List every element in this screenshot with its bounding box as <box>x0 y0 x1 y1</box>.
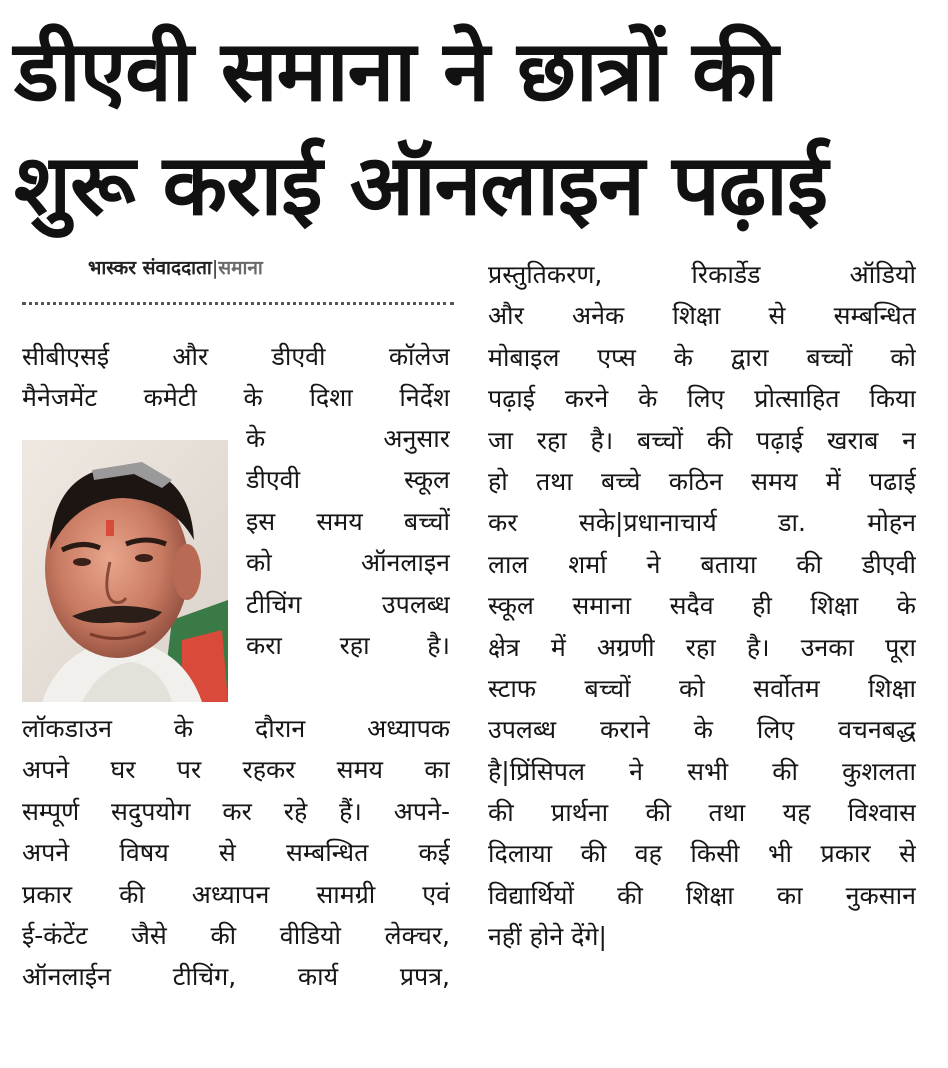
article-line: ऑनलाईन टीचिंग, कार्य प्रपत्र, <box>22 962 450 992</box>
article-line: प्रस्तुतिकरण, रिकार्डेड ऑडियो <box>488 260 916 289</box>
article-line: उपलब्ध कराने के लिए वचनबद्ध <box>488 715 916 745</box>
headline-line-1: डीएवी समाना ने छात्रों की <box>14 22 778 120</box>
article-line: विद्यार्थियों की शिक्षा का नुकसान <box>488 880 916 910</box>
article-line: इस समय बच्चों <box>246 506 450 536</box>
article-line: मोबाइल एप्स के द्वारा बच्चों को <box>488 342 916 372</box>
article-right-column <box>488 254 916 958</box>
article-line: लाल शर्मा ने बताया की डीएवी <box>488 549 916 579</box>
article-line: कर सके|प्रधानाचार्य डा. मोहन <box>488 508 916 538</box>
article-left-top <box>22 336 450 419</box>
article-line: और अनेक शिक्षा से सम्बन्धित <box>488 301 916 331</box>
article-line: स्टाफ बच्चों को सर्वोतम शिक्षा <box>488 673 916 703</box>
dotted-divider <box>22 302 454 305</box>
article-left-wrap <box>246 418 450 666</box>
article-line: को ऑनलाइन <box>246 548 450 578</box>
article-line: स्कूल समाना सदैव ही शिक्षा के <box>488 591 916 621</box>
article-line: प्रकार की अध्यापन सामग्री एवं <box>22 879 450 909</box>
article-line: दिलाया की वह किसी भी प्रकार से <box>488 839 916 869</box>
article-line: है|प्रिंसिपल ने सभी की कुशलता <box>488 756 916 786</box>
article-line: की प्रार्थना की तथा यह विश्वास <box>488 798 916 828</box>
article-line: के अनुसार <box>246 424 450 453</box>
byline-place: समाना <box>218 257 263 279</box>
byline <box>88 254 263 280</box>
article-line: ई-कंटेंट जैसे की वीडियो लेक्चर, <box>22 920 450 950</box>
article-line: लॉकडाउन के दौरान अध्यापक <box>22 714 450 743</box>
article-line: जा रहा है। बच्चों की पढ़ाई खराब न <box>488 425 916 455</box>
article-line: अपने घर पर रहकर समय का <box>22 755 450 785</box>
article-line: सीबीएसई और डीएवी कॉलेज <box>22 342 450 371</box>
article-line: क्षेत्र में अग्रणी रहा है। उनका पूरा <box>488 632 916 662</box>
person-portrait-photo <box>22 440 228 702</box>
article-line: नहीं होने देंगे| <box>488 922 607 952</box>
article-left-bottom <box>22 708 450 998</box>
portrait-illustration-icon <box>22 440 228 702</box>
article-line: डीएवी स्कूल <box>246 465 450 495</box>
headline <box>14 14 934 242</box>
headline-line-2: शुरू कराई ऑनलाइन पढ़ाई <box>14 136 828 234</box>
article-line: करा रहा है। <box>246 630 450 660</box>
article-line: टीचिंग उपलब्ध <box>246 589 450 619</box>
article-line: अपने विषय से सम्बन्धित कई <box>22 838 450 868</box>
byline-reporter: भास्कर संवाददाता <box>88 257 212 279</box>
article-line: हो तथा बच्चे कठिन समय में पढाई <box>488 466 916 496</box>
article-line: सम्पूर्ण सदुपयोग कर रहे हैं। अपने- <box>22 796 450 826</box>
article-line: मैनेजमेंट कमेटी के दिशा निर्देश <box>22 383 450 413</box>
byline-separator: | <box>211 257 219 279</box>
article-line: पढ़ाई करने के लिए प्रोत्साहित किया <box>488 384 916 414</box>
